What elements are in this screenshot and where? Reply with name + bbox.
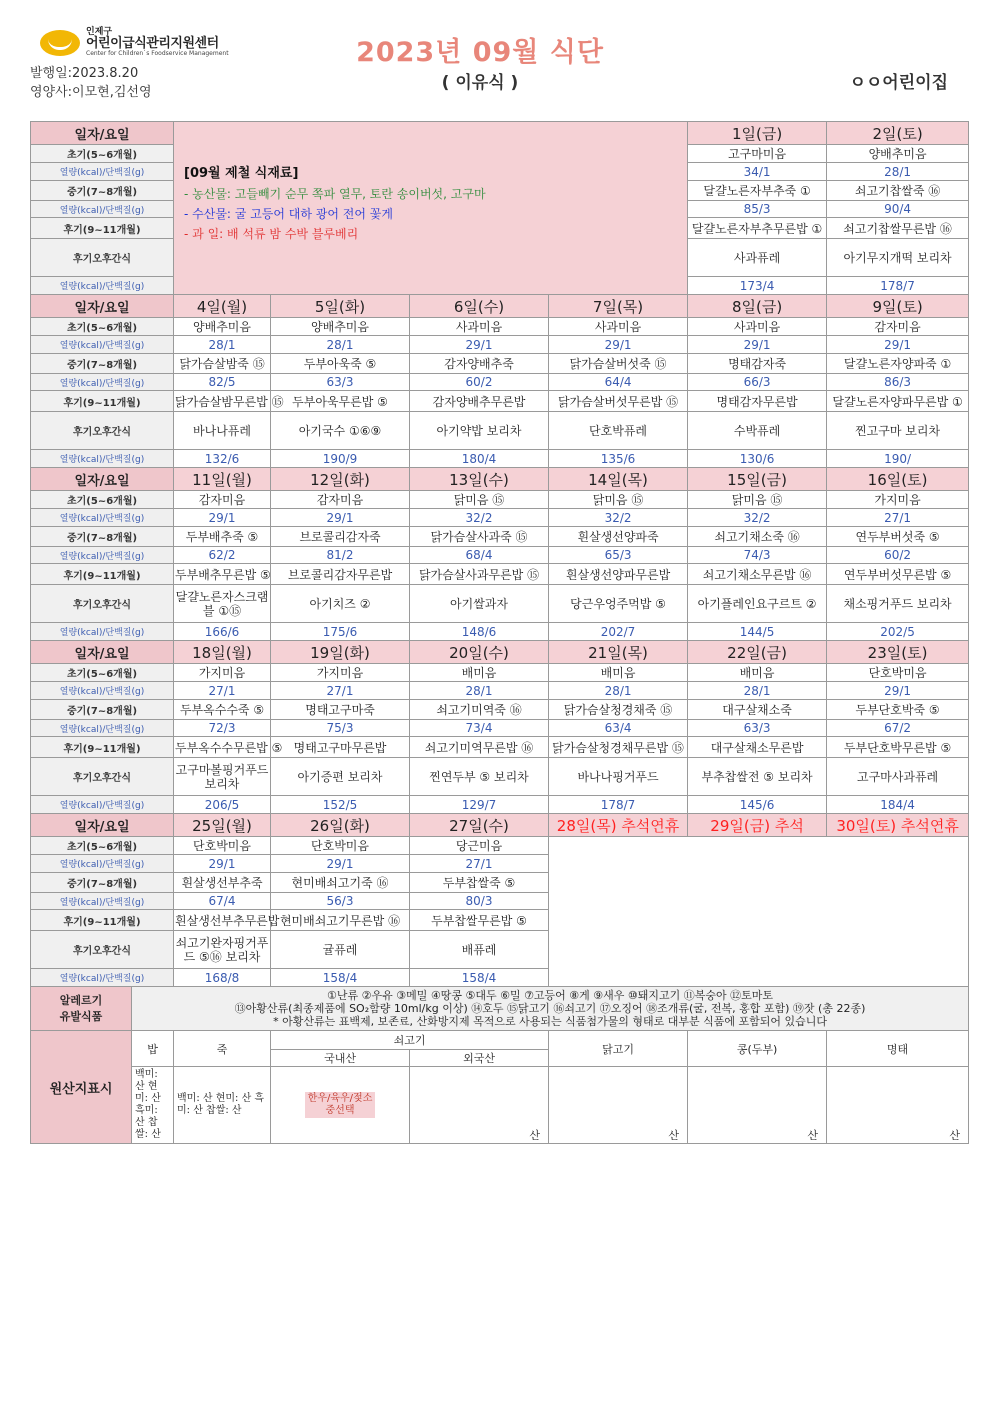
day-snack-cell: 부추찹쌀전 ⑤ 보리차 (688, 758, 827, 796)
day-mid_n-cell: 82/5 (174, 374, 271, 391)
row-label-mid_n: 열량(kcal)/단백질(g) (31, 547, 174, 564)
day-late-cell: 감자양배추무른밥 (410, 391, 549, 412)
day-early-cell: 가지미음 (174, 664, 271, 682)
day-early-cell: 양배추미음 (174, 318, 271, 336)
day-snack_n-cell: 158/4 (410, 969, 549, 987)
origin-beef-imported: 산 (410, 1067, 549, 1144)
day-snack_n-cell: 206/5 (174, 796, 271, 814)
day-mid_n-cell: 74/3 (688, 547, 827, 564)
day-early-cell: 단호박미음 (174, 837, 271, 855)
row-label-snack_n: 열량(kcal)/단백질(g) (31, 969, 174, 987)
row-label-snack_n: 열량(kcal)/단백질(g) (31, 277, 174, 295)
day-early-cell: 사과미음 (549, 318, 688, 336)
day-snack_n-cell: 166/6 (174, 623, 271, 641)
day-mid_n-cell: 72/3 (174, 720, 271, 737)
row-label-snack_n: 열량(kcal)/단백질(g) (31, 623, 174, 641)
day-early-cell: 닭미음 ⑮ (549, 491, 688, 509)
row-label-date: 일자/요일 (31, 641, 174, 664)
day-snack-cell: 아기무지개떡 보리차 (827, 239, 969, 277)
day-late-cell: 흰살생선부추무른밥 (174, 910, 271, 931)
allergy-line-3: * 아황산류는 표백제, 보존료, 산화방지제 목적으로 사용되는 식품첨가물의 형태로 대부분 식품에 포함되어 있습니다 (273, 1015, 827, 1028)
day-early_n-cell: 28/1 (174, 336, 271, 354)
page-subtitle: ( 이유식 ) (441, 73, 519, 93)
center-logo (40, 28, 229, 57)
day-snack_n-cell: 175/6 (271, 623, 410, 641)
day-early_n-cell: 32/2 (688, 509, 827, 527)
day-date-cell: 4일(월) (174, 295, 271, 318)
row-label-early_n: 열량(kcal)/단백질(g) (31, 336, 174, 354)
origin-bean: 산 (688, 1067, 827, 1144)
day-early-cell: 배미음 (688, 664, 827, 682)
day-date-cell: 21일(목) (549, 641, 688, 664)
page-title: 2023년 09월 식단 (356, 37, 604, 68)
day-late-cell: 두부옥수수무른밥 ⑤ (174, 737, 271, 758)
day-late-cell: 쇠고기미역무른밥 ⑯ (410, 737, 549, 758)
day-mid-cell: 브로콜리감자죽 (271, 527, 410, 547)
origin-rice-list: 백미: 산 현미: 산 흑미: 산 찹쌀: 산 (132, 1067, 174, 1144)
day-snack_n-cell: 202/7 (549, 623, 688, 641)
day-mid-cell: 두부옥수수죽 ⑤ (174, 700, 271, 720)
holiday-header: 28일(목) 추석연휴 (549, 814, 688, 837)
day-early-cell: 감자미음 (174, 491, 271, 509)
day-snack_n-cell: 178/7 (549, 796, 688, 814)
row-label-early_n: 열량(kcal)/단백질(g) (31, 855, 174, 873)
day-snack-cell: 단호박퓨레 (549, 412, 688, 450)
day-early_n-cell: 28/1 (271, 336, 410, 354)
day-mid_n-cell: 60/2 (827, 547, 969, 564)
day-early-cell: 가지미음 (271, 664, 410, 682)
row-label-date: 일자/요일 (31, 295, 174, 318)
day-early_n-cell: 27/1 (827, 509, 969, 527)
allergy-line-2: ⑬아황산류(최종제품에 SO₂함량 10ml/kg 이상) ⑭호두 ⑮닭고기 ⑯쇠고기 ⑰오징어 ⑱조개류(굴, 전복, 홍합 포함) ⑲잣 (총 22종) (234, 1002, 866, 1015)
day-mid_n-cell: 63/3 (688, 720, 827, 737)
day-early_n-cell: 28/1 (549, 682, 688, 700)
row-label-early: 초기(5~6개월) (31, 491, 174, 509)
day-early_n-cell: 29/1 (271, 855, 410, 873)
day-date-cell: 26일(화) (271, 814, 410, 837)
day-mid-cell: 두부찹쌀죽 ⑤ (410, 873, 549, 893)
row-label-mid: 중기(7~8개월) (31, 873, 174, 893)
day-early-cell: 단호박미음 (827, 664, 969, 682)
logo-english: Center for Children`s Foodservice Management (86, 50, 229, 58)
day-mid-cell: 닭가슴살밤죽 ⑮ (174, 354, 271, 374)
row-label-late: 후기(9~11개월) (31, 391, 174, 412)
day-mid_n-cell: 90/4 (827, 201, 969, 218)
day-mid-cell: 대구살채소죽 (688, 700, 827, 720)
issue-date: 발행일:2023.8.20 (30, 66, 139, 81)
day-early-cell: 사과미음 (688, 318, 827, 336)
row-label-date: 일자/요일 (31, 814, 174, 837)
day-mid_n-cell: 80/3 (410, 893, 549, 910)
notice-sea: - 수산물: 굴 고등어 대하 광어 전어 꽃게 (184, 207, 393, 221)
day-mid_n-cell: 73/4 (410, 720, 549, 737)
row-label-late: 후기(9~11개월) (31, 564, 174, 585)
day-snack-cell: 아기플레인요구르트 ② (688, 585, 827, 623)
day-early_n-cell: 28/1 (410, 682, 549, 700)
day-mid_n-cell: 63/4 (549, 720, 688, 737)
day-late-cell: 달걀노른자부추무른밥 ① (688, 218, 827, 239)
day-early-cell: 당근미음 (410, 837, 549, 855)
day-early_n-cell: 28/1 (688, 682, 827, 700)
day-late-cell: 쇠고기찹쌀무른밥 ⑯ (827, 218, 969, 239)
day-late-cell: 명태감자무른밥 (688, 391, 827, 412)
row-label-date: 일자/요일 (31, 468, 174, 491)
day-snack-cell: 아기증편 보리차 (271, 758, 410, 796)
day-late-cell: 현미배쇠고기무른밥 ⑯ (271, 910, 410, 931)
row-label-late: 후기(9~11개월) (31, 910, 174, 931)
day-snack-cell: 사과퓨레 (688, 239, 827, 277)
day-snack-cell: 수박퓨레 (688, 412, 827, 450)
day-date-cell: 7일(목) (549, 295, 688, 318)
day-early-cell: 배미음 (410, 664, 549, 682)
meal-table (30, 121, 969, 1144)
day-snack_n-cell: 130/6 (688, 450, 827, 468)
origin-pollock: 산 (827, 1067, 969, 1144)
day-late-cell: 닭가슴살사과무른밥 ⑮ (410, 564, 549, 585)
notice-title: [09월 제철 식재료] (184, 166, 299, 181)
allergy-list (132, 987, 969, 1031)
day-mid-cell: 감자양배추죽 (410, 354, 549, 374)
day-date-cell: 2일(토) (827, 122, 969, 145)
day-late-cell: 닭가슴살버섯무른밥 ⑮ (549, 391, 688, 412)
day-late-cell: 닭가슴살밤무른밥 ⑮ (174, 391, 271, 412)
day-date-cell: 18일(월) (174, 641, 271, 664)
holiday-header: 29일(금) 추석 (688, 814, 827, 837)
day-mid_n-cell: 81/2 (271, 547, 410, 564)
day-early-cell: 가지미음 (827, 491, 969, 509)
day-mid_n-cell: 63/3 (271, 374, 410, 391)
day-late-cell: 연두부버섯무른밥 ⑤ (827, 564, 969, 585)
day-mid-cell: 달걀노른자양파죽 ① (827, 354, 969, 374)
day-mid_n-cell: 64/4 (549, 374, 688, 391)
origin-domestic-header: 국내산 (271, 1050, 410, 1067)
day-date-cell: 15일(금) (688, 468, 827, 491)
day-early-cell: 닭미음 ⑮ (410, 491, 549, 509)
day-snack_n-cell: 190/9 (271, 450, 410, 468)
holiday-greeting-image (549, 837, 969, 987)
origin-chicken: 산 (549, 1067, 688, 1144)
day-date-cell: 9일(토) (827, 295, 969, 318)
day-mid_n-cell: 67/2 (827, 720, 969, 737)
day-snack-cell: 고구마사과퓨레 (827, 758, 969, 796)
day-snack-cell: 아기약밥 보리차 (410, 412, 549, 450)
row-label-early: 초기(5~6개월) (31, 145, 174, 163)
day-snack_n-cell: 152/5 (271, 796, 410, 814)
day-early-cell: 사과미음 (410, 318, 549, 336)
day-mid_n-cell: 68/4 (410, 547, 549, 564)
origin-rice-header: 밥 (132, 1031, 174, 1067)
origin-beef-domestic (271, 1067, 410, 1144)
day-mid-cell: 두부단호박죽 ⑤ (827, 700, 969, 720)
day-early-cell: 감자미음 (271, 491, 410, 509)
day-mid-cell: 현미배쇠고기죽 ⑯ (271, 873, 410, 893)
origin-chicken-header: 닭고기 (549, 1031, 688, 1067)
day-date-cell: 8일(금) (688, 295, 827, 318)
day-mid-cell: 두부배추죽 ⑤ (174, 527, 271, 547)
day-snack_n-cell: 148/6 (410, 623, 549, 641)
day-date-cell: 27일(수) (410, 814, 549, 837)
day-mid-cell: 연두부버섯죽 ⑤ (827, 527, 969, 547)
row-label-snack_n: 열량(kcal)/단백질(g) (31, 450, 174, 468)
beef-domestic-tag: 한우/육우/젖소 중선택 (305, 1092, 376, 1118)
day-mid_n-cell: 85/3 (688, 201, 827, 218)
row-label-early_n: 열량(kcal)/단백질(g) (31, 163, 174, 181)
origin-pollock-header: 명태 (827, 1031, 969, 1067)
day-early_n-cell: 29/1 (410, 336, 549, 354)
day-snack_n-cell: 129/7 (410, 796, 549, 814)
day-date-cell: 6일(수) (410, 295, 549, 318)
row-label-snack: 후기오후간식 (31, 931, 174, 969)
day-mid-cell: 쇠고기채소죽 ⑯ (688, 527, 827, 547)
row-label-snack: 후기오후간식 (31, 758, 174, 796)
day-mid-cell: 닭가슴살사과죽 ⑮ (410, 527, 549, 547)
origin-imported-header: 외국산 (410, 1050, 549, 1067)
day-early-cell: 감자미음 (827, 318, 969, 336)
day-snack-cell: 달걀노른자스크램블 ①⑮ (174, 585, 271, 623)
day-early_n-cell: 32/2 (410, 509, 549, 527)
smile-logo-icon (40, 30, 80, 56)
day-mid-cell: 명태감자죽 (688, 354, 827, 374)
day-snack_n-cell: 158/4 (271, 969, 410, 987)
day-early_n-cell: 29/1 (174, 855, 271, 873)
day-late-cell: 두부단호박무른밥 ⑤ (827, 737, 969, 758)
allergy-label: 알레르기 유발식품 (31, 987, 132, 1031)
day-snack_n-cell: 135/6 (549, 450, 688, 468)
day-early_n-cell: 29/1 (549, 336, 688, 354)
day-snack-cell: 고구마볼핑거푸드 보리차 (174, 758, 271, 796)
day-mid-cell: 흰살생선양파죽 (549, 527, 688, 547)
day-mid_n-cell: 75/3 (271, 720, 410, 737)
page-header (30, 24, 968, 120)
row-label-early: 초기(5~6개월) (31, 664, 174, 682)
day-snack-cell: 채소핑거푸드 보리차 (827, 585, 969, 623)
day-late-cell: 두부아욱무른밥 ⑤ (271, 391, 410, 412)
day-mid-cell: 명태고구마죽 (271, 700, 410, 720)
row-label-mid_n: 열량(kcal)/단백질(g) (31, 201, 174, 218)
day-date-cell: 20일(수) (410, 641, 549, 664)
day-snack-cell: 아기국수 ①⑥⑨ (271, 412, 410, 450)
day-snack_n-cell: 173/4 (688, 277, 827, 295)
day-date-cell: 12일(화) (271, 468, 410, 491)
day-early_n-cell: 32/2 (549, 509, 688, 527)
row-label-mid_n: 열량(kcal)/단백질(g) (31, 720, 174, 737)
day-date-cell: 22일(금) (688, 641, 827, 664)
day-late-cell: 닭가슴살청경채무른밥 ⑮ (549, 737, 688, 758)
day-early_n-cell: 27/1 (271, 682, 410, 700)
row-label-snack_n: 열량(kcal)/단백질(g) (31, 796, 174, 814)
day-snack_n-cell: 144/5 (688, 623, 827, 641)
day-snack-cell: 바나나퓨레 (174, 412, 271, 450)
origin-beef-header: 쇠고기 (271, 1031, 549, 1050)
day-mid_n-cell: 65/3 (549, 547, 688, 564)
day-mid-cell: 쇠고기찹쌀죽 ⑯ (827, 181, 969, 201)
day-snack-cell: 당근우엉주먹밥 ⑤ (549, 585, 688, 623)
row-label-mid: 중기(7~8개월) (31, 354, 174, 374)
row-label-mid: 중기(7~8개월) (31, 700, 174, 720)
allergy-line-1: ①난류 ②우유 ③메밀 ④땅콩 ⑤대두 ⑥밀 ⑦고등어 ⑧게 ⑨새우 ⑩돼지고기 ⑪복숭아 ⑫토마토 (327, 989, 774, 1002)
day-date-cell: 23일(토) (827, 641, 969, 664)
day-mid-cell: 달걀노른자부추죽 ① (688, 181, 827, 201)
origin-porridge-list: 백미: 산 현미: 산 흑미: 산 찹쌀: 산 (174, 1067, 271, 1144)
day-date-cell: 5일(화) (271, 295, 410, 318)
row-label-mid_n: 열량(kcal)/단백질(g) (31, 374, 174, 391)
origin-bean-header: 콩(두부) (688, 1031, 827, 1067)
row-label-date: 일자/요일 (31, 122, 174, 145)
day-snack_n-cell: 190/ (827, 450, 969, 468)
notice-fruit: - 과 일: 배 석류 밤 수박 블루베리 (184, 227, 359, 241)
day-snack_n-cell: 180/4 (410, 450, 549, 468)
day-early_n-cell: 34/1 (688, 163, 827, 181)
day-snack-cell: 배퓨레 (410, 931, 549, 969)
day-late-cell: 명태고구마무른밥 (271, 737, 410, 758)
day-late-cell: 브로콜리감자무른밥 (271, 564, 410, 585)
day-snack-cell: 아기쌀과자 (410, 585, 549, 623)
day-late-cell: 두부배추무른밥 ⑤ (174, 564, 271, 585)
row-label-snack: 후기오후간식 (31, 585, 174, 623)
day-early-cell: 배미음 (549, 664, 688, 682)
day-late-cell: 대구살채소무른밥 (688, 737, 827, 758)
day-mid_n-cell: 60/2 (410, 374, 549, 391)
day-snack-cell: 쇠고기완자핑거푸드 ⑤⑯ 보리차 (174, 931, 271, 969)
day-date-cell: 13일(수) (410, 468, 549, 491)
row-label-mid: 중기(7~8개월) (31, 181, 174, 201)
day-mid-cell: 쇠고기미역죽 ⑯ (410, 700, 549, 720)
day-early_n-cell: 29/1 (174, 509, 271, 527)
nutritionist: 영양사:이모현,김선영 (30, 85, 152, 100)
day-mid-cell: 흰살생선부추죽 (174, 873, 271, 893)
day-mid_n-cell: 56/3 (271, 893, 410, 910)
row-label-snack: 후기오후간식 (31, 239, 174, 277)
row-label-late: 후기(9~11개월) (31, 737, 174, 758)
day-late-cell: 달걀노른자양파무른밥 ① (827, 391, 969, 412)
day-early_n-cell: 27/1 (410, 855, 549, 873)
row-label-mid_n: 열량(kcal)/단백질(g) (31, 893, 174, 910)
day-date-cell: 19일(화) (271, 641, 410, 664)
day-snack-cell: 아기치즈 ② (271, 585, 410, 623)
row-label-early: 초기(5~6개월) (31, 837, 174, 855)
day-date-cell: 11일(월) (174, 468, 271, 491)
day-early_n-cell: 28/1 (827, 163, 969, 181)
day-snack_n-cell: 202/5 (827, 623, 969, 641)
day-snack-cell: 귤퓨레 (271, 931, 410, 969)
row-label-early: 초기(5~6개월) (31, 318, 174, 336)
notice-agri: - 농산물: 고들빼기 순무 쪽파 열무, 토란 송이버섯, 고구마 (184, 187, 486, 201)
origin-label: 원산지표시 (31, 1031, 132, 1144)
day-snack-cell: 찐연두부 ⑤ 보리차 (410, 758, 549, 796)
day-late-cell: 흰살생선양파무른밥 (549, 564, 688, 585)
day-snack_n-cell: 145/6 (688, 796, 827, 814)
day-early_n-cell: 29/1 (271, 509, 410, 527)
day-mid_n-cell: 67/4 (174, 893, 271, 910)
day-snack-cell: 찐고구마 보리차 (827, 412, 969, 450)
day-late-cell: 쇠고기채소무른밥 ⑯ (688, 564, 827, 585)
day-early-cell: 닭미음 ⑮ (688, 491, 827, 509)
row-label-early_n: 열량(kcal)/단백질(g) (31, 509, 174, 527)
day-early_n-cell: 29/1 (827, 336, 969, 354)
row-label-early_n: 열량(kcal)/단백질(g) (31, 682, 174, 700)
day-mid_n-cell: 66/3 (688, 374, 827, 391)
day-early-cell: 고구마미음 (688, 145, 827, 163)
day-snack-cell: 바나나핑거푸드 (549, 758, 688, 796)
holiday-header: 30일(토) 추석연휴 (827, 814, 969, 837)
origin-porridge-header: 죽 (174, 1031, 271, 1067)
day-mid-cell: 닭가슴살버섯죽 ⑮ (549, 354, 688, 374)
day-mid_n-cell: 86/3 (827, 374, 969, 391)
day-date-cell: 25일(월) (174, 814, 271, 837)
day-snack_n-cell: 168/8 (174, 969, 271, 987)
day-mid-cell: 닭가슴살청경채죽 ⑮ (549, 700, 688, 720)
seasonal-notice (174, 122, 688, 295)
day-early-cell: 단호박미음 (271, 837, 410, 855)
day-early-cell: 양배추미음 (271, 318, 410, 336)
logo-district: 인제구 (86, 27, 113, 37)
day-mid-cell: 두부아욱죽 ⑤ (271, 354, 410, 374)
logo-name: 어린이급식관리지원센터 (86, 36, 219, 52)
daycare-name: ㅇㅇ어린이집 (849, 73, 948, 93)
day-snack_n-cell: 132/6 (174, 450, 271, 468)
row-label-snack: 후기오후간식 (31, 412, 174, 450)
row-label-late: 후기(9~11개월) (31, 218, 174, 239)
day-early_n-cell: 29/1 (827, 682, 969, 700)
row-label-mid: 중기(7~8개월) (31, 527, 174, 547)
day-late-cell: 두부찹쌀무른밥 ⑤ (410, 910, 549, 931)
day-snack_n-cell: 178/7 (827, 277, 969, 295)
day-early_n-cell: 29/1 (688, 336, 827, 354)
day-early_n-cell: 27/1 (174, 682, 271, 700)
day-date-cell: 1일(금) (688, 122, 827, 145)
day-early-cell: 양배추미음 (827, 145, 969, 163)
day-snack_n-cell: 184/4 (827, 796, 969, 814)
day-date-cell: 16일(토) (827, 468, 969, 491)
day-date-cell: 14일(목) (549, 468, 688, 491)
day-mid_n-cell: 62/2 (174, 547, 271, 564)
